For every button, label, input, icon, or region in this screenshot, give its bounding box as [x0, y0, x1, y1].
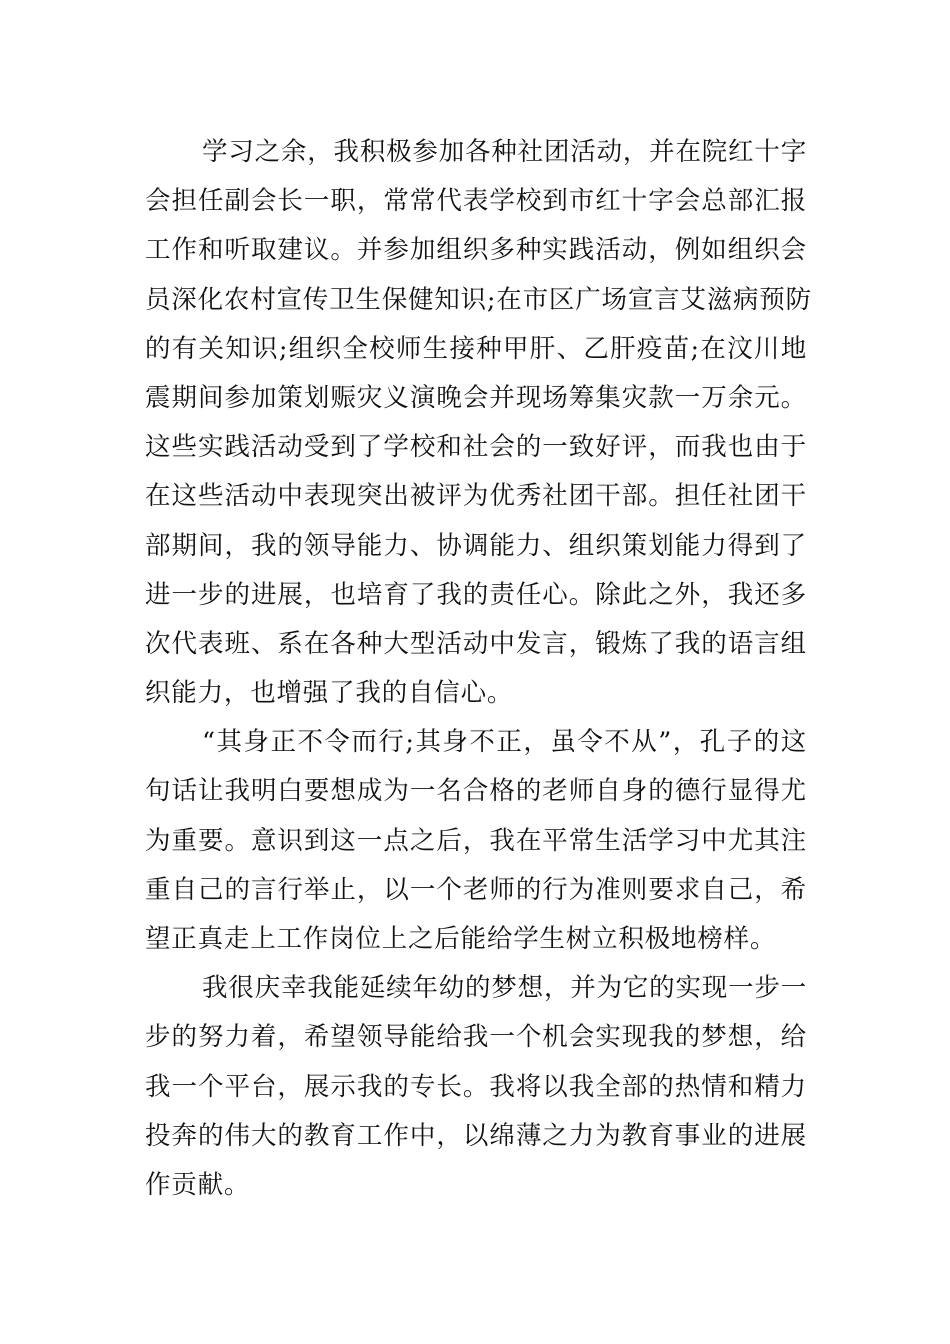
text-line: 学习之余，我积极参加各种社团活动，并在院红十字: [202, 137, 807, 167]
text-line: 次代表班、系在各种大型活动中发言，锻炼了我的语言组: [145, 628, 807, 659]
text-line: 的有关知识;组织全校师生接种甲肝、乙肝疫苗;在汶川地: [145, 333, 807, 364]
text-line: 工作和听取建议。并参加组织多种实践活动，例如组织会: [145, 235, 807, 266]
text-line: “其身正不令而行;其身不正，虽令不从”，孔子的这: [202, 727, 807, 758]
text-line: 进一步的进展，也培育了我的责任心。除此之外，我还多: [145, 579, 807, 610]
paragraph-confucius-quote: [145, 718, 807, 964]
text-line: 重自己的言行举止，以一个老师的行为准则要求自己，希: [145, 874, 807, 905]
text-line: 部期间，我的领导能力、协调能力、组织策划能力得到了: [145, 530, 807, 561]
text-line: 投奔的伟大的教育工作中，以绵薄之力为教育事业的进展: [145, 1120, 807, 1151]
text-line: 我很庆幸我能延续年幼的梦想，并为它的实现一步一: [202, 973, 807, 1004]
text-line: 这些实践活动受到了学校和社会的一致好评，而我也由于: [145, 432, 807, 463]
text-line: 在这些活动中表现突出被评为优秀社团干部。担任社团干: [145, 481, 807, 512]
text-line: 句话让我明白要想成为一名合格的老师自身的德行显得尤: [145, 776, 807, 807]
text-line: 作贡献。: [145, 1169, 251, 1200]
text-line: 望正真走上工作岗位上之后能给学生树立积极地榜样。: [145, 924, 777, 954]
text-line: 步的努力着，希望领导能给我一个机会实现我的梦想，给: [145, 1022, 807, 1053]
text-line: 我一个平台，展示我的专长。我将以我全部的热情和精力: [145, 1071, 807, 1102]
text-line: 为重要。意识到这一点之后，我在平常生活学习中尤其注: [145, 825, 807, 856]
paragraph-closing: [145, 964, 807, 1210]
text-line: 员深化农村宣传卫生保健知识;在市区广场宣言艾滋病预防: [145, 284, 812, 315]
paragraph-activities: [145, 128, 812, 718]
text-line: 织能力，也增强了我的自信心。: [145, 678, 514, 709]
text-line: 震期间参加策划赈灾义演晚会并现场筹集灾款一万余元。: [145, 382, 807, 413]
document-body: [145, 128, 812, 1210]
text-line: 会担任副会长一职，常常代表学校到市红十字会总部汇报: [145, 186, 807, 217]
